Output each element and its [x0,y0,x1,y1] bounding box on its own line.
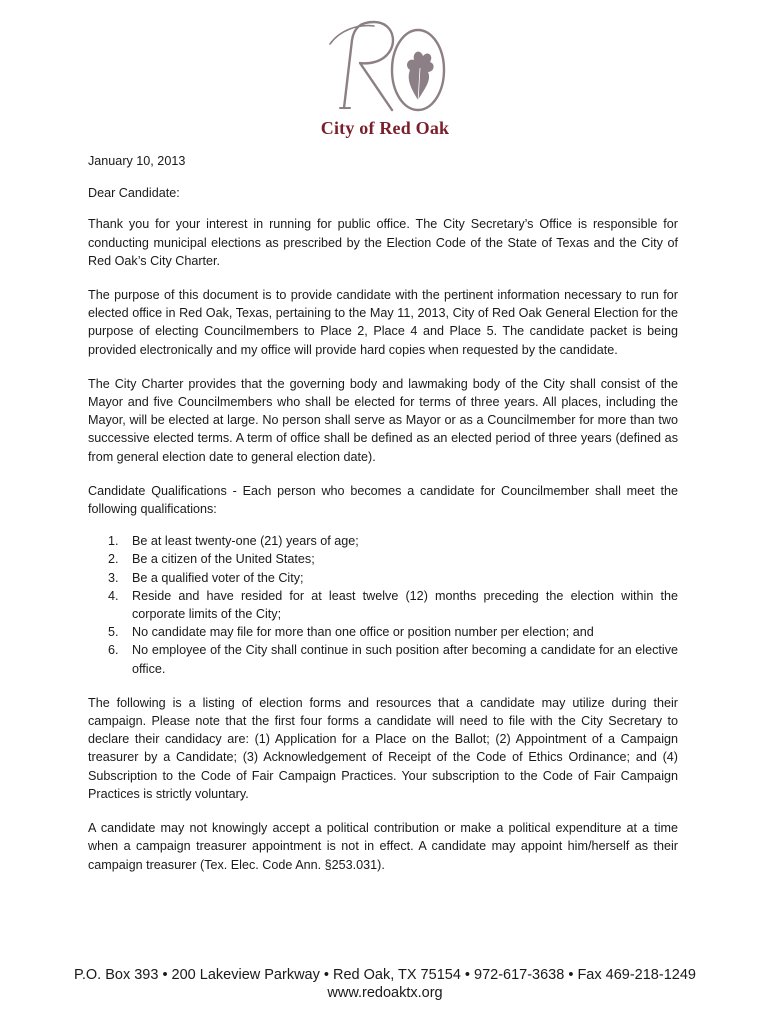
footer-address: P.O. Box 393 • 200 Lakeview Parkway • Red Oak, TX 75154 • 972-617-3638 • Fax 469-218-1249 [74,967,696,983]
list-item-text: No employee of the City shall continue in such position after becoming a candidate for an elective office. [132,643,678,676]
list-item-number: 5. [108,625,119,640]
list-item [88,623,678,641]
letter-salutation: Dear Candidate: [88,186,180,201]
letter-footer [0,966,770,1002]
footer-website: www.redoaktx.org [327,985,443,1001]
paragraph-intro: Thank you for your interest in running for public office. The City Secretary’s Office is responsible for conducting municipal elections as prescribed by the Election Code of the State of Texas and the City of Red Oak’s City Charter. [88,217,678,268]
qualifications-list [88,532,678,678]
list-item-number: 4. [108,588,119,603]
paragraph-qualifications-intro: Candidate Qualifications - Each person who becomes a candidate for Councilmember shall meet the following qualifications: [88,483,678,517]
paragraph-election-forms: The following is a listing of election forms and resources that a candidate may utilize during their campaign. Please note that the first four forms a candidate will need to file with the City Secretary to declare their candidacy are: (1) Application for a Place on the Ballot; (2) Appointment of a Campaign treasurer by a Candidate; (3) Acknowledgement of Receipt of the Code of Ethics Ordinance; and (4) Subscription to the Code of Fair Campaign Practices. Your subscription to the Code of Fair Campaign Practices is strictly voluntary. [88,695,678,801]
list-item [88,550,678,568]
list-item [88,641,678,677]
list-item-number: 1. [108,534,119,549]
list-item-text: Be at least twenty-one (21) years of age; [132,534,359,549]
list-item-number: 2. [108,552,119,567]
list-item-text: No candidate may file for more than one office or position number per election; and [132,625,594,640]
paragraph-campaign-treasurer: A candidate may not knowingly accept a political contribution or make a political expenditure at a time when a campaign treasurer appointment is not in effect. A candidate may appoint him/herself as their campaign treasurer (Tex. Elec. Code Ann. §253.031). [88,821,678,872]
list-item-text: Be a citizen of the United States; [132,552,315,567]
letter-date: January 10, 2013 [88,154,186,168]
list-item [88,532,678,550]
list-item-text: Be a qualified voter of the City; [132,570,304,585]
list-item-number: 3. [108,570,119,585]
city-name-heading: City of Red Oak [320,118,450,138]
list-item [88,569,678,587]
letter-body [88,152,678,874]
list-item-text: Reside and have resided for at least twelve (12) months preceding the election within the corporate limits of the City; [132,588,678,622]
paragraph-purpose: The purpose of this document is to provide candidate with the pertinent information necessary to run for elected office in Red Oak, Texas, pertaining to the May 11, 2013, City of Red Oak General Election for the purpose of electing Councilmembers to Place 2, Place 4 and Place 5. The candidate packet is being provided electronically and my office will provide hard copies when requested by the candidate. [88,288,678,357]
list-item-number: 6. [108,643,119,658]
city-logo-ro-monogram [300,10,460,125]
paragraph-city-charter: The City Charter provides that the governing body and lawmaking body of the City shall consist of the Mayor and five Councilmembers who shall be elected for terms of three years. All places, including the Mayor, will be elected at large. No person shall serve as Mayor or as a Councilmember for more than two successive elected terms. A term of office shall be defined as an elected period of three years (defined as from general election date to general election date). [88,376,678,464]
list-item [88,587,678,623]
